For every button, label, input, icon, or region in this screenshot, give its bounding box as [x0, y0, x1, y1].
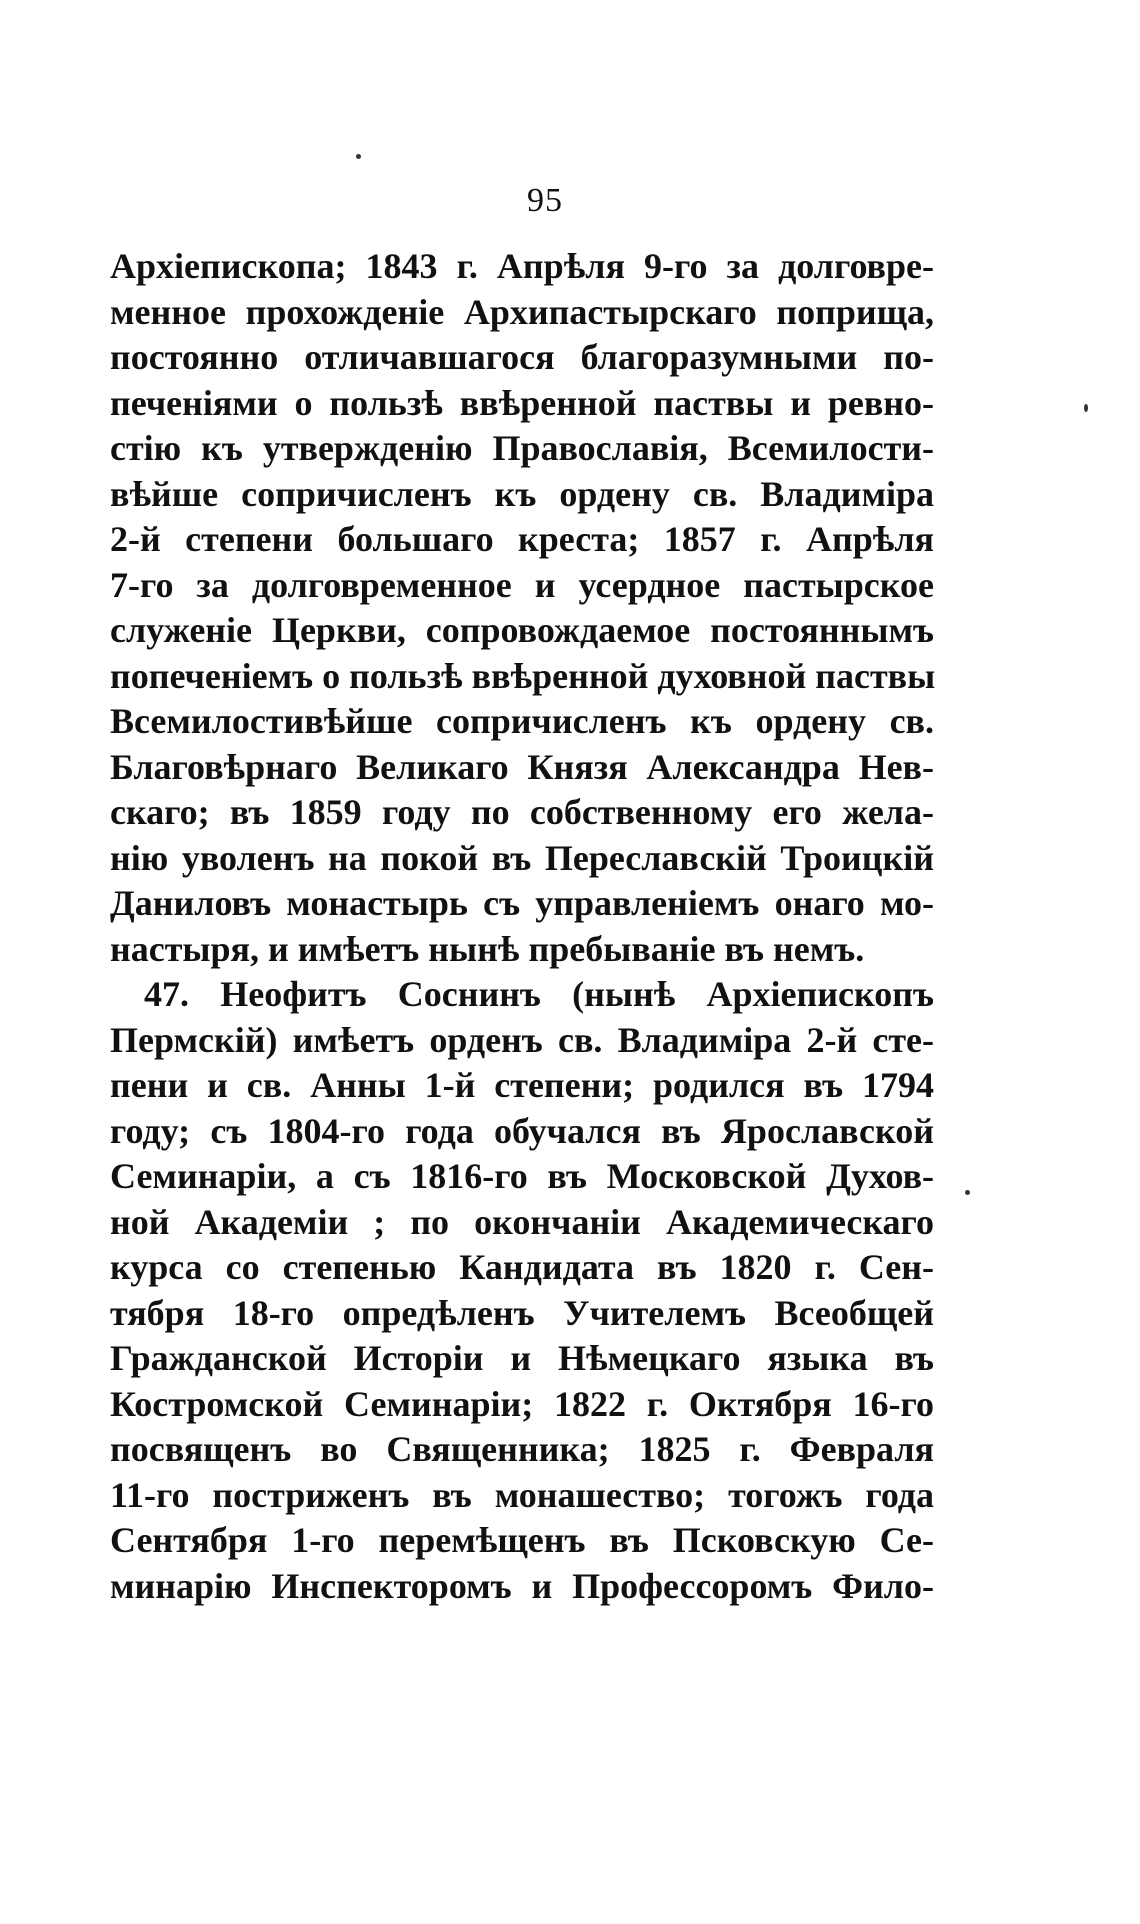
text-line: Всемилостивѣйше сопричисленъ къ ордену св. — [110, 701, 934, 741]
text-line: попеченіемъ о пользѣ ввѣренной духовной паствы — [110, 655, 936, 696]
text-line: Костромской Семинаріи; 1822 г. Октября 16-го — [110, 1383, 934, 1424]
text-line: ной Академіи ; по окончаніи Академическаго — [110, 1201, 934, 1242]
text-line: минарію Инспекторомъ и Профессоромъ Фило- — [110, 1565, 934, 1606]
text-line: вѣйше сопричисленъ къ ордену св. Владиміра — [110, 473, 934, 514]
text-line: курса со степенью Кандидата въ 1820 г. Сен- — [110, 1247, 934, 1287]
print-speck — [1084, 404, 1088, 412]
text-line: нію уволенъ на покой въ Переславскій Троицкій — [110, 837, 934, 878]
paragraph-end-line: настыря, и имѣетъ нынѣ пребываніе въ немъ. — [110, 928, 865, 969]
text-line: Даниловъ монастырь съ управленіемъ онаго мо- — [110, 883, 934, 923]
text-line: 11-го постриженъ въ монашество; тогожъ года — [110, 1474, 934, 1515]
body-text — [110, 244, 934, 1609]
text-line: Благовѣрнаго Великаго Князя Александра Нев- — [110, 746, 934, 787]
paragraph-start-line: 47. Неофитъ Соснинъ (нынѣ Архіепископъ — [144, 974, 934, 1014]
text-line: пени и св. Анны 1-й степени; родился въ 1794 — [110, 1065, 934, 1105]
text-line: 2-й степени большаго креста; 1857 г. Апрѣля — [110, 519, 934, 559]
page-number: 95 — [527, 182, 563, 219]
text-line: менное прохожденіе Архипастырскаго поприща, — [110, 291, 934, 332]
text-line: служеніе Церкви, сопровождаемое постояннымъ — [110, 610, 934, 650]
text-line: году; съ 1804-го года обучался въ Ярославской — [110, 1110, 934, 1151]
text-line: Архіепископа; 1843 г. Апрѣля 9-го за долговре- — [110, 246, 934, 286]
text-line: печеніями о пользѣ ввѣренной паствы и ревно- — [110, 382, 934, 423]
print-speck — [356, 154, 361, 159]
print-speck — [965, 1190, 970, 1195]
text-line: посвященъ во Священника; 1825 г. Февраля — [110, 1429, 934, 1469]
text-line: скаго; въ 1859 году по собственному его жела- — [110, 792, 934, 832]
text-line: Сентября 1-го перемѣщенъ въ Псковскую Се- — [110, 1520, 934, 1560]
text-line: постоянно отличавшагося благоразумными по- — [110, 337, 934, 377]
text-line: тября 18-го опредѣленъ Учителемъ Всеобщей — [110, 1292, 934, 1333]
text-line: стію къ утвержденію Православія, Всемилости- — [110, 428, 934, 468]
text-line: 7-го за долговременное и усердное пастырское — [110, 564, 934, 605]
text-line: Пермскій) имѣетъ орденъ св. Владиміра 2-й сте- — [110, 1019, 934, 1060]
text-line: Гражданской Исторіи и Нѣмецкаго языка въ — [110, 1338, 934, 1378]
text-line: Семинаріи, а съ 1816-го въ Московской Духов- — [110, 1156, 934, 1196]
